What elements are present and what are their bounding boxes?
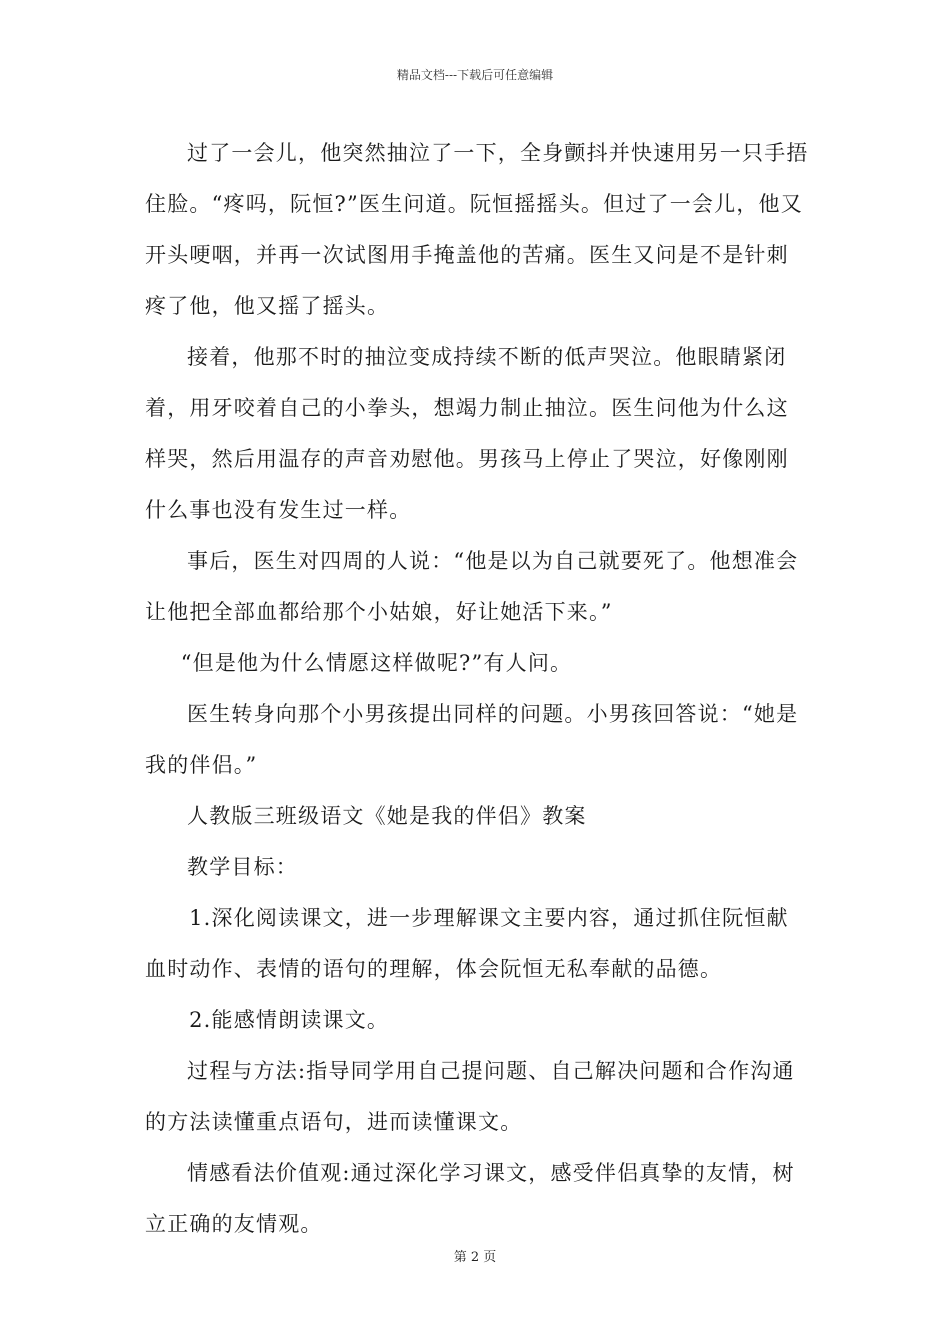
paragraph-5: 医生转身向那个小男孩提出同样的问题。小男孩回答说：“她是我的伴侣。” [145,702,799,777]
page-header: 精品文档---下载后可任意编辑 [396,68,554,82]
paragraph-4: “但是他为什么情愿这样做呢?”有人问。 [180,651,573,675]
lesson-title: 人教版三班级语文《她是我的伴侣》教案 [187,804,587,828]
emotion-values: 情感看法价值观:通过深化学习课文，感受伴侣真挚的友情，树立正确的友情观。 [145,1161,795,1236]
paragraph-2: 接着，他那不时的抽泣变成持续不断的低声哭泣。他眼睛紧闭着，用牙咬着自己的小拳头，想竭力制止抽泣。医生问他为什么这样哭，然后用温存的声音劝慰他。男孩马上停止了哭泣，好像刚刚什么事也没有发生过一样。 [145,345,789,522]
goal-item-1: 1.深化阅读课文，进一步理解课文主要内容，通过抓住阮恒献血时动作、表情的语句的理解，体会阮恒无私奉献的品德。 [145,906,789,981]
paragraph-1: 过了一会儿，他突然抽泣了一下，全身颤抖并快速用另一只手捂住脸。“疼吗，阮恒?”医生问道。阮恒摇摇头。但过了一会儿，他又开头哽咽，并再一次试图用手掩盖他的苦痛。医生又问是不是针刺疼了他，他又摇了摇头。 [145,141,809,318]
page-number: 第 2 页 [453,1250,497,1265]
paragraph-3: 事后，医生对四周的人说：“他是以为自己就要死了。他想准会让他把全部血都给那个小姑娘，好让她活下来。” [145,549,799,624]
section-heading-goals: 教学目标： [187,855,298,879]
document-body [145,128,810,1250]
goal-item-2: 2.能感情朗读课文。 [189,1008,390,1032]
process-method: 过程与方法:指导同学用自己提问题、自己解决问题和合作沟通的方法读懂重点语句，进而读懂课文。 [145,1059,795,1134]
